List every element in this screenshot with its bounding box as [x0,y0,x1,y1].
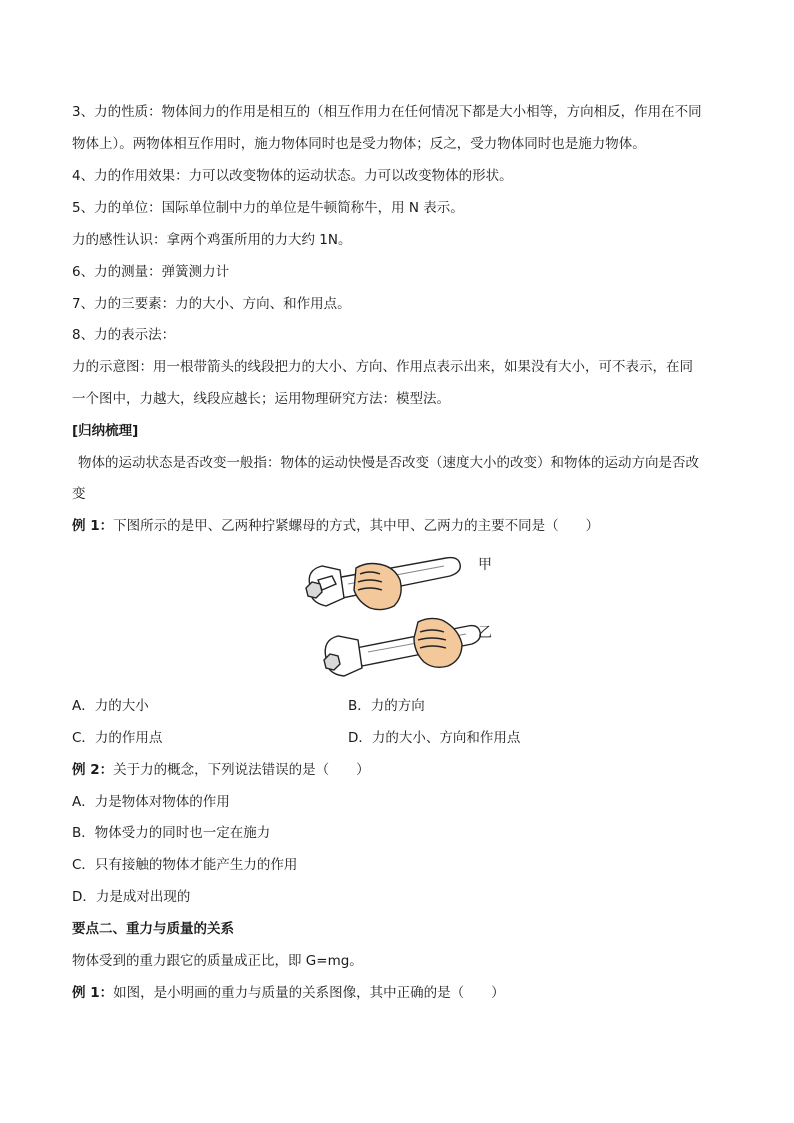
summary-line1: 物体的运动状态是否改变一般指：物体的运动快慢是否改变（速度大小的改变）和物体的运动方向是否改 [78,455,699,471]
example1-option-d: D．力的大小、方向和作用点 [348,730,521,746]
summary-title: [归纳梳理] [72,423,139,439]
example2-option-c: C．只有接触的物体才能产生力的作用 [72,857,298,873]
section2-title: 要点二、重力与质量的关系 [72,921,234,937]
example1-stem [72,516,599,536]
wrench-illustration [296,540,506,680]
wrench-figure [296,540,506,680]
example1-option-b: B．力的方向 [348,698,425,714]
wrench-yi [324,618,480,676]
label-yi: 乙 [478,625,492,641]
p5: 5、力的单位：国际单位制中力的单位是牛顿简称牛，用 N 表示。 [72,200,464,216]
example2-stem [72,760,370,780]
example2-option-d: D．力是成对出现的 [72,889,191,905]
p3-line1: 3、力的性质：物体间力的作用是相互的（相互作用力在任何情况下都是大小相等，方向相反，作用在不同 [72,104,702,120]
example3-stem [72,983,505,1003]
example3-prefix: 例 1： [72,985,114,1001]
p4: 4、力的作用效果：力可以改变物体的运动状态。力可以改变物体的形状。 [72,168,513,184]
example1-prefix: 例 1： [72,518,114,534]
example3-question: 如图，是小明画的重力与质量的关系图像，其中正确的是（ ） [113,985,505,1001]
example2-question: 关于力的概念，下列说法错误的是（ ） [113,762,370,778]
label-jia: 甲 [478,557,492,573]
example1-option-c: C．力的作用点 [72,730,163,746]
p7: 7、力的三要素：力的大小、方向、和作用点。 [72,296,351,312]
section2-body: 物体受到的重力跟它的质量成正比，即 G=mg。 [72,953,363,969]
example2-option-a: A．力是物体对物体的作用 [72,794,230,810]
example2-prefix: 例 2： [72,762,114,778]
p3-line2: 物体上）。两物体相互作用时，施力物体同时也是受力物体；反之，受力物体同时也是施力物体。 [72,136,646,152]
example1-option-a: A．力的大小 [72,698,149,714]
example1-question: 下图所示的是甲、乙两种拧紧螺母的方式，其中甲、乙两力的主要不同是（ ） [113,518,600,534]
summary-line2: 变 [72,486,86,502]
example2-option-b: B．物体受力的同时也一定在施力 [72,825,271,841]
p8-line1: 力的示意图：用一根带箭头的线段把力的大小、方向、作用点表示出来，如果没有大小，可不表示，在同 [72,359,693,375]
p5b: 力的感性认识：拿两个鸡蛋所用的力大约 1N。 [72,232,352,248]
p8: 8、力的表示法： [72,327,176,343]
p8-line2: 一个图中，力越大，线段应越长；运用物理研究方法：模型法。 [72,391,450,407]
wrench-jia [306,558,460,610]
p6: 6、力的测量：弹簧测力计 [72,264,230,280]
